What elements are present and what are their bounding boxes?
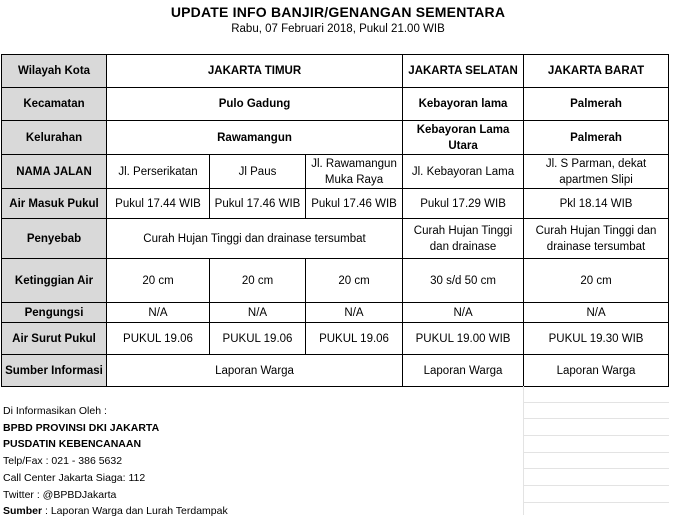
cell-kecamatan-barat: Palmerah [524, 88, 669, 121]
cell-penyebab-timur: Curah Hujan Tinggi dan drainase tersumbat [107, 219, 403, 259]
cell-kelurahan-timur: Rawamangun [107, 121, 403, 155]
label-nama-jalan: NAMA JALAN [2, 155, 107, 189]
row-pengungsi [2, 303, 669, 323]
org-bpbd: BPBD PROVINSI DKI JAKARTA [3, 421, 160, 434]
grid-line [523, 435, 669, 436]
org-pusdatin: PUSDATIN KEBENCANAAN [3, 438, 142, 451]
label-air-masuk: Air Masuk Pukul [2, 189, 107, 219]
cell-sumber-barat: Laporan Warga [524, 355, 669, 387]
label-sumber: Sumber Informasi [2, 355, 107, 387]
grid-line [523, 485, 669, 486]
cell-jalan-1: Jl. Perserikatan [107, 155, 210, 189]
grid-line [523, 402, 669, 403]
row-nama-jalan [2, 155, 669, 189]
cell-surut-1: PUKUL 19.06 [107, 323, 210, 355]
cell-masuk-1: Pukul 17.44 WIB [107, 189, 210, 219]
cell-jalan-5: Jl. S Parman, dekat apartmen Slipi [524, 155, 669, 189]
telp-fax: Telp/Fax : 021 - 386 5632 [3, 455, 123, 468]
source-label: Sumber [3, 505, 43, 518]
cell-jalan-3: Jl. Rawamangun Muka Raya [306, 155, 403, 189]
grid-line [523, 452, 669, 453]
label-pengungsi: Pengungsi [2, 303, 107, 323]
cell-kelurahan-selatan: Kebayoran Lama Utara [403, 121, 524, 155]
cell-masuk-2: Pukul 17.46 WIB [210, 189, 306, 219]
row-sumber [2, 355, 669, 387]
label-kelurahan: Kelurahan [2, 121, 107, 155]
label-ketinggian: Ketinggian Air [2, 259, 107, 303]
cell-tinggi-4: 30 s/d 50 cm [403, 259, 524, 303]
cell-surut-2: PUKUL 19.06 [210, 323, 306, 355]
cell-sumber-timur: Laporan Warga [107, 355, 403, 387]
cell-wilayah-barat: JAKARTA BARAT [524, 55, 669, 88]
cell-surut-4: PUKUL 19.00 WIB [403, 323, 524, 355]
footer-info [3, 403, 228, 520]
row-kecamatan [2, 88, 669, 121]
twitter-handle: Twitter : @BPBDJakarta [3, 488, 117, 501]
cell-masuk-4: Pukul 17.29 WIB [403, 189, 524, 219]
cell-surut-3: PUKUL 19.06 [306, 323, 403, 355]
call-center: Call Center Jakarta Siaga: 112 [3, 471, 146, 484]
cell-penyebab-barat: Curah Hujan Tinggi dan drainase tersumbat [524, 219, 669, 259]
cell-masuk-5: Pkl 18.14 WIB [524, 189, 669, 219]
row-air-masuk [2, 189, 669, 219]
cell-jalan-2: Jl Paus [210, 155, 306, 189]
grid-line [523, 386, 524, 515]
source-value: : Laporan Warga dan Lurah Terdampak [42, 505, 228, 518]
cell-masuk-3: Pukul 17.46 WIB [306, 189, 403, 219]
cell-jalan-4: Jl. Kebayoran Lama [403, 155, 524, 189]
cell-pengungsi-4: N/A [403, 303, 524, 323]
grid-line [523, 502, 669, 503]
cell-pengungsi-3: N/A [306, 303, 403, 323]
flood-report-table [1, 54, 669, 387]
informed-by-label: Di Informasikan Oleh : [3, 405, 107, 417]
grid-line [523, 468, 669, 469]
cell-pengungsi-1: N/A [107, 303, 210, 323]
grid-line [523, 418, 669, 419]
cell-surut-5: PUKUL 19.30 WIB [524, 323, 669, 355]
cell-sumber-selatan: Laporan Warga [403, 355, 524, 387]
row-ketinggian [2, 259, 669, 303]
row-penyebab [2, 219, 669, 259]
cell-tinggi-5: 20 cm [524, 259, 669, 303]
label-penyebab: Penyebab [2, 219, 107, 259]
cell-pengungsi-2: N/A [210, 303, 306, 323]
row-kelurahan [2, 121, 669, 155]
cell-penyebab-selatan: Curah Hujan Tinggi dan drainase [403, 219, 524, 259]
row-wilayah [2, 55, 669, 88]
cell-kecamatan-timur: Pulo Gadung [107, 88, 403, 121]
report-datetime: Rabu, 07 Februari 2018, Pukul 21.00 WIB [231, 23, 445, 35]
cell-tinggi-2: 20 cm [210, 259, 306, 303]
cell-tinggi-3: 20 cm [306, 259, 403, 303]
cell-kecamatan-selatan: Kebayoran lama [403, 88, 524, 121]
cell-tinggi-1: 20 cm [107, 259, 210, 303]
cell-wilayah-selatan: JAKARTA SELATAN [403, 55, 524, 88]
cell-pengungsi-5: N/A [524, 303, 669, 323]
cell-kelurahan-barat: Palmerah [524, 121, 669, 155]
page-title: UPDATE INFO BANJIR/GENANGAN SEMENTARA [170, 4, 506, 20]
cell-wilayah-timur: JAKARTA TIMUR [107, 55, 403, 88]
label-kecamatan: Kecamatan [2, 88, 107, 121]
row-air-surut [2, 323, 669, 355]
label-wilayah: Wilayah Kota [2, 55, 107, 88]
source-line [3, 503, 228, 520]
label-air-surut: Air Surut Pukul [2, 323, 107, 355]
